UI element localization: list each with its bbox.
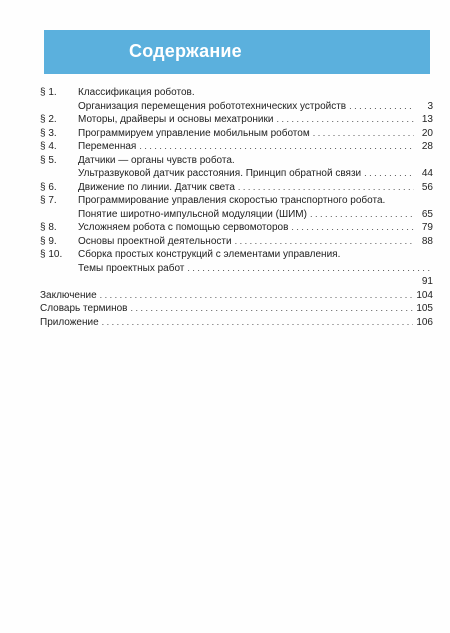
section-title-line: Организация перемещения робототехнических устройств (78, 100, 347, 112)
toc-entry (40, 86, 433, 100)
page-number: 44 (421, 168, 433, 179)
page-number: 65 (421, 208, 433, 220)
section-title-line: Переменная (78, 141, 137, 152)
page-number: 105 (416, 303, 433, 314)
contents-header-bar (44, 30, 430, 74)
table-of-contents (40, 86, 433, 329)
section-title-line: Понятие широтно-импульсной модуляции (ШИМ) (78, 208, 307, 220)
leader-dots (313, 127, 414, 141)
leader-dots (364, 167, 414, 181)
section-title-line: Темы проектных работ (78, 262, 185, 274)
section-number: § 10. (40, 249, 63, 260)
toc-entry (40, 181, 433, 195)
section-number: § 4. (40, 141, 57, 152)
toc-entry-cont (40, 208, 433, 222)
leader-dots (235, 235, 414, 249)
toc-entry-cont (40, 167, 433, 181)
toc-entry-cont (40, 262, 433, 276)
toc-entry-cont (40, 100, 433, 114)
toc-entry-page-row (40, 275, 433, 289)
leader-dots (100, 289, 414, 303)
section-title-line: Основы проектной деятельности (78, 235, 232, 247)
leader-dots (349, 100, 414, 114)
page-number: 91 (421, 276, 433, 287)
section-title-line: Моторы, драйверы и основы мехатроники (78, 114, 274, 125)
toc-entry (40, 127, 433, 141)
section-number: § 9. (40, 235, 57, 247)
section-number: § 8. (40, 222, 57, 233)
leader-dots (187, 262, 430, 276)
toc-entry (40, 140, 433, 154)
toc-entry (40, 194, 433, 208)
page-number: 79 (421, 222, 433, 233)
page-number: 106 (416, 316, 433, 328)
appendix-title: Заключение (40, 289, 97, 301)
page-number: 56 (421, 181, 433, 193)
toc-entry (40, 302, 433, 316)
contents-title: Содержание (129, 41, 242, 61)
leader-dots (131, 302, 414, 316)
page-number: 104 (416, 289, 433, 301)
toc-entry (40, 316, 433, 330)
section-number: § 2. (40, 114, 57, 125)
section-title-line: Усложняем робота с помощью сервомоторов (78, 222, 289, 233)
leader-dots (276, 113, 414, 127)
leader-dots (238, 181, 414, 195)
leader-dots (310, 208, 414, 222)
leader-dots (139, 140, 414, 154)
page-number: 3 (427, 100, 433, 112)
toc-entry (40, 289, 433, 303)
appendix-title: Словарь терминов (40, 303, 128, 314)
toc-entry (40, 221, 433, 235)
page-number: 13 (421, 114, 433, 125)
toc-entry (40, 248, 433, 262)
section-title-line: Ультразвуковой датчик расстояния. Принцип обратной связи (78, 168, 362, 179)
toc-entry (40, 154, 433, 168)
section-number: § 3. (40, 127, 57, 139)
section-title-line: Движение по линии. Датчик света (78, 181, 235, 193)
section-title-line: Программируем управление мобильным роботом (78, 127, 310, 139)
toc-entry (40, 235, 433, 249)
leader-dots (291, 221, 414, 235)
section-number: § 5. (40, 154, 57, 166)
toc-entry (40, 113, 433, 127)
section-title-line: Программирование управления скоростью транспортного робота. (78, 195, 386, 206)
page-number: 20 (421, 127, 433, 139)
section-title-line: Датчики — органы чувств робота. (78, 154, 235, 166)
leader-dots (102, 316, 414, 330)
appendix-title: Приложение (40, 316, 99, 328)
page-number: 28 (421, 141, 433, 152)
page-number: 88 (421, 235, 433, 247)
section-title-line: Классификация роботов. (78, 87, 195, 98)
section-title-line: Сборка простых конструкций с элементами управления. (78, 249, 341, 260)
section-number: § 1. (40, 87, 57, 98)
section-number: § 7. (40, 195, 57, 206)
section-number: § 6. (40, 181, 57, 193)
